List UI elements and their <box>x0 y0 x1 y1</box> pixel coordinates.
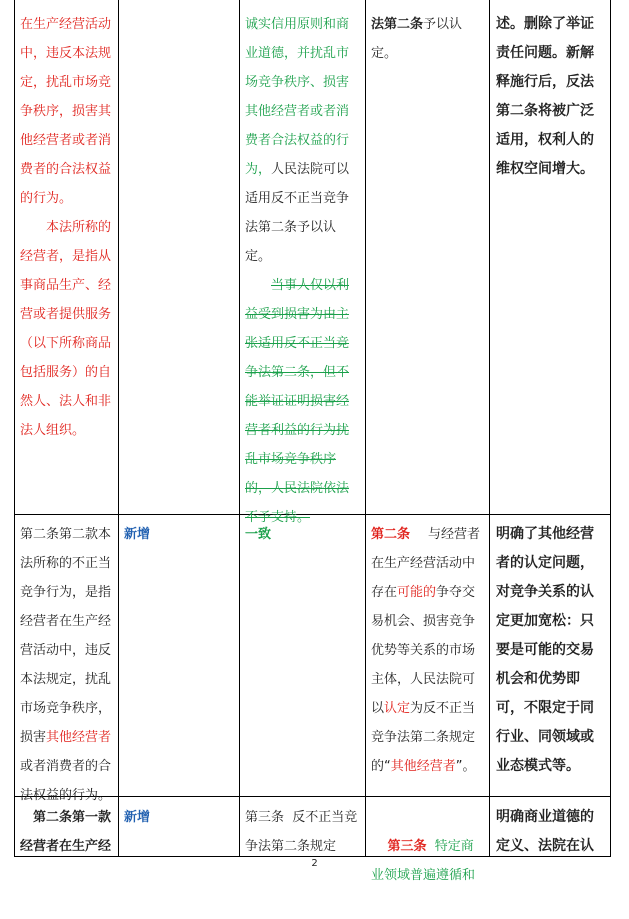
row1-deleted-text: 当事人仅以利益受到损害为由主张适用反不正当竞争法第二条，但不能举证证明损害经营者利益的行为扰乱市场竞争秩序的，人民法院依法不予支持。 <box>245 278 350 525</box>
row2-old-law-text <box>20 520 113 810</box>
row1-new-text-rest: 予以认定。 <box>371 17 463 61</box>
row2-commentary: 明确了其他经营者的认定问题，对竞争关系的认定更加宽松：只要是可能的交易机会和优势即可，不限定于同行业、同领域或业态模式等。 <box>496 526 594 774</box>
row1-interpretation-black: 人民法院可以适用反不正当竞争法第二条予以认定。 <box>245 162 350 264</box>
row3-new-rest: 特定商业领域普遍遵循和 <box>371 839 476 883</box>
column-divider <box>118 0 119 857</box>
row2-status-consistent: 一致 <box>245 527 272 542</box>
row1-interpretation-green: 诚实信用原则和商业道德，并扰乱市场竞争秩序、损害其他经营者或者消费者合法权益的行为， <box>245 17 350 177</box>
row3-commentary: 明确商业道德的定义、法院在认 <box>496 809 594 854</box>
row3-status-added: 新增 <box>124 810 151 825</box>
row2-new-red2: 认定 <box>384 701 411 716</box>
row1-old-law-part1: 在生产经营活动中，违反本法规定，扰乱市场竞争秩序，损害其他经营者或者消费者的合法权益的行为。 <box>20 17 112 206</box>
row2-new-a: 与经营者在生产经营活动中存在 <box>371 527 481 600</box>
row1-new-text <box>371 10 484 68</box>
page-number: 2 <box>311 858 318 869</box>
row3-article-head: 第三条 <box>387 839 427 854</box>
column-divider <box>489 0 490 857</box>
row2-new-red1: 可能的 <box>397 585 437 600</box>
row2-new-text <box>371 520 484 781</box>
row2-new-red3: 其他经营者 <box>390 759 456 774</box>
row3-interpretation-text: 第三条 反不正当竞争法第二条规定 <box>245 810 358 854</box>
row2-old-law-b: 或者消费者的合法权益的行为。 <box>20 759 112 803</box>
row2-new-b: 争夺交易机会、损害竞争优势等关系的市场主体，人民法院可以 <box>371 585 476 716</box>
row1-new-text-bold: 法第二条 <box>371 17 424 32</box>
row2-new-c: 为反不正当竞争法第二条规定的“ <box>371 701 476 774</box>
row1-commentary: 述。删除了举证责任问题。新解释施行后，反法第二条将被广泛适用，权利人的维权空间增大。 <box>496 16 594 177</box>
row2-old-law-a: 第二条第二款本法所称的不正当竞争行为，是指经营者在生产经营活动中，违反本法规定，扰乱市场竞争秩序，损害 <box>20 527 112 745</box>
column-divider <box>365 0 366 857</box>
row1-interpretation-text <box>245 10 360 532</box>
column-divider <box>239 0 240 857</box>
row2-old-law-red: 其他经营者 <box>46 730 112 745</box>
row2-status-added: 新增 <box>124 527 151 542</box>
row3-old-law-text: 第二条第一款经营者在生产经 <box>20 810 112 854</box>
row1-old-law-text <box>20 10 113 445</box>
row1-old-law-part2: 本法所称的经营者，是指从事商品生产、经营或者提供服务（以下所称商品包括服务）的自然人、法人和非法人组织。 <box>20 220 112 438</box>
row2-article-head: 第二条 <box>371 527 411 542</box>
row2-new-d: ”。 <box>455 759 476 774</box>
